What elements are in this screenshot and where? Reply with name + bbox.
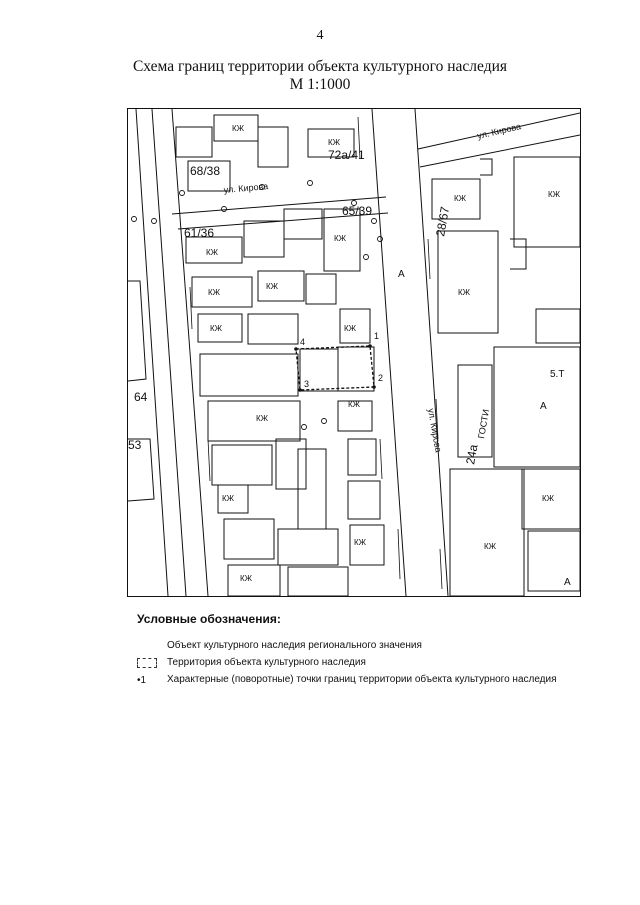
street-label-cross: ул. Кирова: [223, 181, 269, 195]
page-number: 4: [316, 28, 324, 43]
legend-item-boundary-points: [137, 674, 557, 685]
legend-item-text: Объект культурного наследия регионального значения: [167, 640, 422, 651]
building-label: КЖ: [208, 288, 221, 297]
map-frame: [127, 108, 581, 597]
building-label: КЖ: [256, 414, 269, 423]
building-label: КЖ: [222, 494, 235, 503]
building-label: КЖ: [548, 190, 561, 199]
map-title: [0, 58, 640, 94]
map-drawing: [128, 109, 580, 596]
legend-item-heritage-object: [137, 640, 557, 651]
map-scale: М 1:1000: [289, 76, 351, 93]
parcel-label-61-36: 61/36: [184, 226, 215, 240]
parcel-label-72a-41: 72а/41: [328, 148, 365, 162]
building-label: КЖ: [348, 400, 361, 409]
building-label: КЖ: [210, 324, 223, 333]
parcel-label-53: 53: [128, 438, 142, 452]
building-label: КЖ: [334, 234, 347, 243]
legend-item-territory: [137, 657, 557, 668]
building-label: КЖ: [344, 324, 357, 333]
legend-item-text: Территория объекта культурного наследия: [167, 657, 366, 668]
building-label: КЖ: [328, 138, 341, 147]
legend: [137, 612, 557, 691]
legend-item-text: Характерные (поворотные) точки границ территории объекта культурного наследия: [167, 674, 557, 685]
legend-territory-symbol: [137, 658, 157, 668]
legend-point-symbol: •1: [137, 675, 147, 686]
parcel-label-68-38: 68/38: [190, 164, 221, 178]
building-label: КЖ: [458, 288, 471, 297]
label-a-road: А: [398, 269, 405, 280]
label-5t: 5.Т: [550, 369, 565, 380]
parcel-label-64: 64: [134, 390, 148, 404]
building-label: КЖ: [484, 542, 497, 551]
building-label: КЖ: [266, 282, 279, 291]
label-a-right: А: [540, 401, 547, 412]
street-label-main: ул. Кирова: [426, 407, 444, 454]
boundary-point-3: 3: [304, 379, 310, 389]
building-label: КЖ: [354, 538, 367, 547]
street-label-upper-right: ул. Кирова: [476, 121, 522, 141]
boundary-point-1: 1: [374, 331, 380, 341]
boundary-point-4: 4: [300, 337, 306, 347]
legend-title: Условные обозначения:: [137, 612, 281, 626]
map-title-line1: Схема границ территории объекта культурного наследия: [132, 58, 508, 75]
building-label: КЖ: [542, 494, 555, 503]
parcel-label-65-39: 65/39: [342, 204, 373, 218]
building-label: КЖ: [206, 248, 219, 257]
label-gosti: ГОСТИ: [476, 408, 492, 440]
building-label: КЖ: [454, 194, 467, 203]
boundary-point-2: 2: [378, 373, 384, 383]
building-label: КЖ: [240, 574, 253, 583]
parcel-label-24a: 24а: [463, 443, 481, 466]
building-label: КЖ: [232, 124, 245, 133]
parcel-label-28-67: 28/67: [433, 205, 453, 238]
label-a-bottom: А: [564, 577, 571, 588]
